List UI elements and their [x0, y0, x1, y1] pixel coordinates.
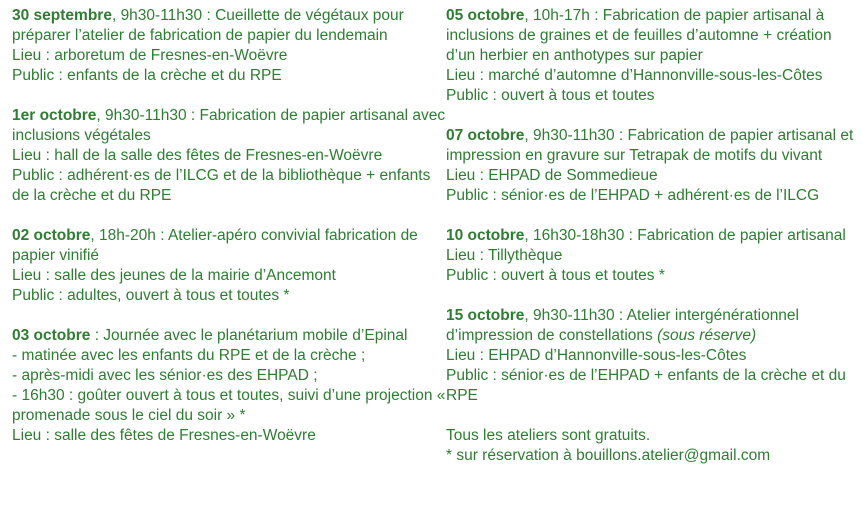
event-lieu: Lieu : hall de la salle des fêtes de Fresnes-en-Woëvre [12, 147, 383, 164]
footer-notes [446, 426, 863, 466]
event-title: , 18h-20h : Atelier-apéro convivial fabrication de papier vinifié [12, 227, 418, 264]
event-heading [446, 226, 863, 246]
event-lieu: Lieu : EHPAD de Sommedieue [446, 167, 658, 184]
event-03-octobre [12, 326, 446, 446]
event-15-octobre [446, 306, 863, 406]
event-lieu: Lieu : arboretum de Fresnes-en-Woëvre [12, 47, 288, 64]
event-lieu: Lieu : salle des jeunes de la mairie d’Ancemont [12, 267, 336, 284]
event-heading [446, 306, 863, 346]
event-date: 10 octobre [446, 227, 525, 244]
event-detail: - après-midi avec les sénior·es des EHPAD ; [12, 367, 318, 384]
event-date: 15 octobre [446, 307, 525, 324]
event-date: 03 octobre [12, 327, 91, 344]
event-title: , 10h-17h : Fabrication de papier artisanal à inclusions de graines et de feuilles d’automne + création d’un herbier en anthotypes sur papier [446, 7, 832, 64]
event-07-octobre [446, 126, 863, 206]
free-notice: Tous les ateliers sont gratuits. [446, 427, 651, 444]
event-heading [12, 106, 446, 146]
event-public: Public : ouvert à tous et toutes * [446, 267, 665, 284]
event-title: , 9h30-11h30 : Fabrication de papier artisanal et impression en gravure sur Tetrapak de motifs du vivant [446, 127, 854, 164]
event-date: 05 octobre [446, 7, 525, 24]
event-detail: - 16h30 : goûter ouvert à tous et toutes, suivi d’une projection « promenade sous le ciel du soir » * [12, 387, 446, 424]
event-1er-octobre [12, 106, 446, 206]
event-05-octobre [446, 6, 863, 106]
event-public: Public : ouvert à tous et toutes [446, 87, 655, 104]
event-heading [12, 226, 446, 266]
event-public: Public : sénior·es de l’EHPAD + adhérent·es de l’ILCG [446, 187, 820, 204]
event-title-note: (sous réserve) [657, 327, 757, 344]
event-date: 1er octobre [12, 107, 97, 124]
event-public: Public : sénior·es de l’EHPAD + enfants de la crèche et du RPE [446, 367, 846, 404]
event-heading [446, 6, 863, 66]
event-title: , 16h30-18h30 : Fabrication de papier artisanal [524, 227, 846, 244]
event-10-octobre [446, 226, 863, 286]
event-date: 30 septembre [12, 7, 112, 24]
event-date: 07 octobre [446, 127, 525, 144]
event-lieu: Lieu : marché d’automne d’Hannonville-sous-les-Côtes [446, 67, 823, 84]
event-public: Public : adhérent·es de l’ILCG et de la bibliothèque + enfants de la crèche et du RPE [12, 167, 431, 204]
event-public: Public : adultes, ouvert à tous et toutes * [12, 287, 290, 304]
event-title: , 9h30-11h30 : Fabrication de papier artisanal avec inclusions végétales [12, 107, 446, 144]
reservation-notice: * sur réservation à bouillons.atelier@gmail.com [446, 447, 771, 464]
event-lieu: Lieu : Tillythèque [446, 247, 563, 264]
event-lieu: Lieu : EHPAD d’Hannonville-sous-les-Côtes [446, 347, 747, 364]
event-heading [12, 6, 446, 46]
event-lieu: Lieu : salle des fêtes de Fresnes-en-Woëvre [12, 427, 316, 444]
event-30-septembre [12, 6, 446, 86]
event-02-octobre [12, 226, 446, 306]
event-title: : Journée avec le planétarium mobile d’Epinal [90, 327, 408, 344]
event-detail: - matinée avec les enfants du RPE et de la crèche ; [12, 347, 366, 364]
event-title: , 9h30-11h30 : Atelier intergénérationnel d’impression de constellations [446, 307, 799, 344]
left-column [12, 6, 446, 510]
event-title: , 9h30-11h30 : Cueillette de végétaux pour préparer l’atelier de fabrication de papier du lendemain [12, 7, 404, 44]
right-column [446, 6, 863, 510]
event-heading [446, 126, 863, 166]
event-heading [12, 326, 446, 346]
event-public: Public : enfants de la crèche et du RPE [12, 67, 282, 84]
event-date: 02 octobre [12, 227, 91, 244]
